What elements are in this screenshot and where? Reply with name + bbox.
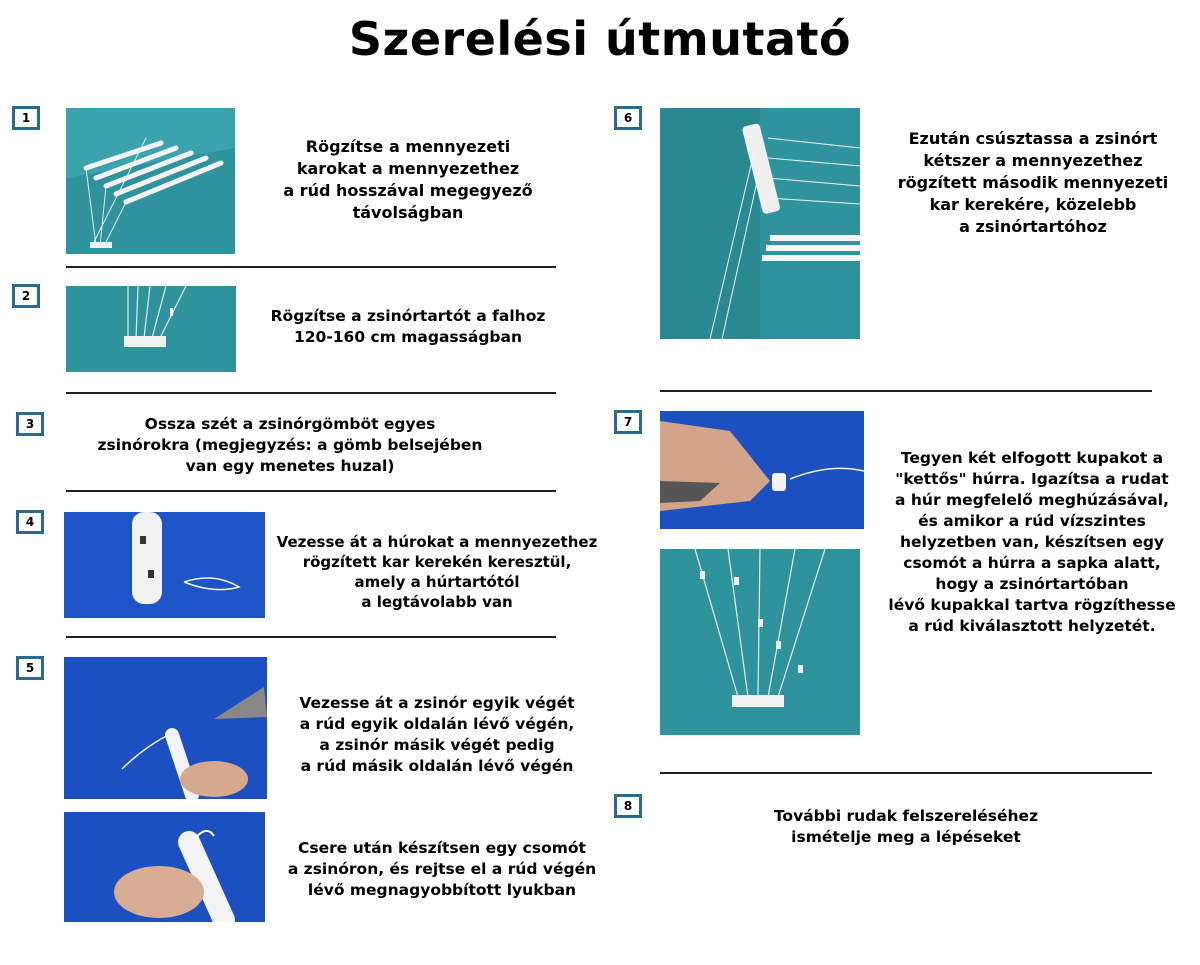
step-1-text: Rögzítse a mennyezeti karokat a mennyezethez a rúd hosszával megegyező távolságban [283,137,533,222]
step-1-photo [66,108,235,254]
step-2-number: 2 [12,284,40,308]
step-8-number: 8 [614,794,642,818]
divider [66,636,556,638]
step-5-text: Vezesse át a zsinór egyik végét a rúd egyik oldalán lévő végén, a zsinór másik végét pedig a rúd másik oldalán lévő végén [299,694,575,775]
step-4-number: 4 [16,510,44,534]
step-8-text: További rudak felszereléséhez ismételje meg a lépéseket [773,807,1039,846]
step-5-text-2: Csere után készítsen egy csomót a zsinóron, és rejtse el a rúd végén lévő megnagyobbított lyukban [287,839,597,899]
step-5-photo-b [64,812,265,922]
step-7-photo-b [660,549,860,735]
divider [66,490,556,492]
page-title: Szerelési útmutató [348,12,852,66]
step-7-number: 7 [614,410,642,434]
step-3-text: Ossza szét a zsinórgömböt egyes zsinórokra (megjegyzés: a gömb belsejében van egy menetes huzal) [97,415,483,475]
step-5-number: 5 [16,656,44,680]
step-1-number: 1 [12,106,40,130]
step-6-text: Ezután csúsztassa a zsinórt kétszer a mennyezethez rögzített második mennyezeti kar kerekére, közelebb a zsinórtartóhoz [897,129,1169,236]
step-2-photo [66,286,236,372]
divider [660,772,1152,774]
step-6-number: 6 [614,106,642,130]
step-2-text: Rögzítse a zsinórtartót a falhoz 120-160 cm magasságban [270,307,546,346]
divider [660,390,1152,392]
step-4-photo [64,512,265,618]
divider [66,266,556,268]
step-7-text: Tegyen két elfogott kupakot a "kettős" húrra. Igazítsa a rudat a húr megfelelő meghúzásával, és amikor a rúd vízszintes helyzetben van, készítsen egy csomót a húrra a sapka alatt, hogy a zsinórtartóban lévő kupakkal tartva rögzíthesse a rúd kiválasztott helyzetét. [888,449,1176,635]
step-3-number: 3 [16,412,44,436]
step-6-photo [660,108,860,339]
step-5-photo-a [64,657,267,799]
step-4-text: Vezesse át a húrokat a mennyezethez rögzített kar kerekén keresztül, amely a húrtartótól a legtávolabb van [276,533,598,611]
divider [66,392,556,394]
step-7-photo-a [660,411,864,529]
